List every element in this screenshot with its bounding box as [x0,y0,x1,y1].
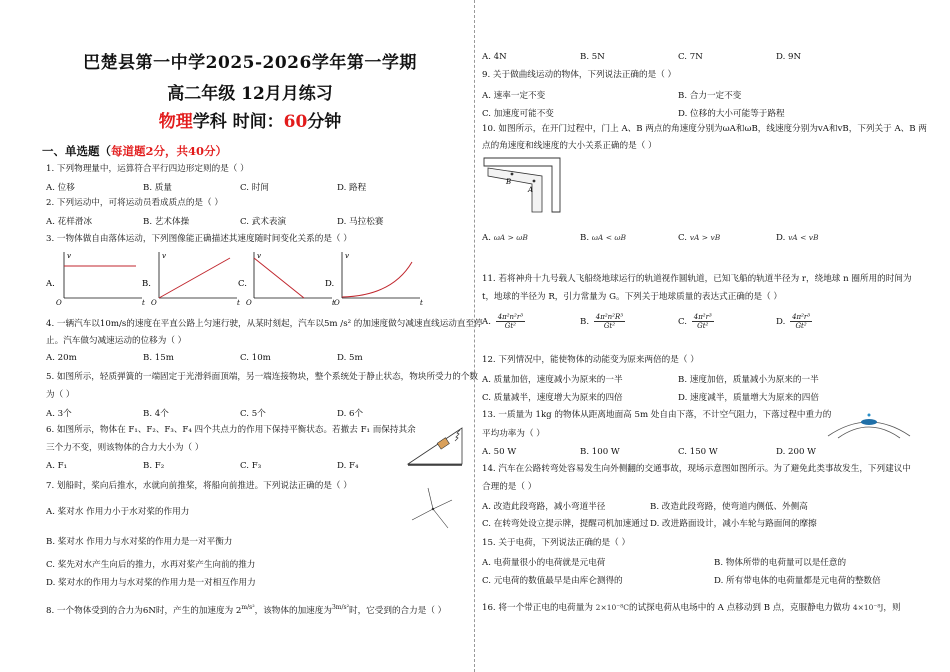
q3-b-origin: O [151,299,157,306]
q2-option-c[interactable]: C. 武术表演 [240,217,287,227]
subject-name: 物理 [158,112,193,132]
q12-stem: 12. 下列情况中，能使物体的动能变为原来两倍的是（ ） [482,355,699,365]
q10-c-formula: vA > vB [689,233,721,242]
q11-b-denominator: Gt² [603,322,616,330]
q16-charge: 2×10⁻⁸C [595,603,629,612]
q11-a-letter: A. [482,317,491,327]
q3-b-t-label: t [237,299,240,306]
q16-part2: 的试探电荷从电场中的 A 点移动到 B 点，克服静电力做功 [628,603,851,613]
q2-option-a[interactable]: A. 花样滑冰 [46,217,93,227]
q4-option-d[interactable]: D. 5m [337,353,363,363]
q11-line1: 11. 若将神舟十九号载人飞船绕地球运行的轨道视作圆轨道，已知飞船的轨道半径为 r，绕地球 n 圈所用的时间为 [482,274,912,284]
q8-option-c[interactable]: C. 7N [678,52,703,62]
q4-option-b[interactable]: B. 15m [143,353,174,363]
q5-option-d[interactable]: D. 6个 [337,409,364,419]
q3-b-v-label: v [162,252,166,260]
q3-graph-a[interactable] [45,252,145,306]
q10-b-letter: B. [580,233,590,243]
q10-option-d[interactable] [776,233,819,243]
q16-work: 4×10⁻⁸J [852,603,884,612]
incline-plane [408,428,462,464]
q9-stem: 9. 关于做曲线运动的物体，下列说法正确的是（ ） [482,70,677,80]
q11-option-b[interactable] [580,313,625,330]
car-marker [868,414,871,417]
q8-part2: ，该物体的加速度为 [254,605,332,616]
q7-stem: 7. 划船时，桨向后推水，水就向前推桨，将船向前推进。下列说法正确的是（ ） [46,481,352,491]
q3-graph-b[interactable] [142,252,240,306]
q5-line2: 为（ ） [46,390,75,400]
q8-unit2: 3m/s² [331,604,349,611]
q15-stem: 15. 关于电荷，下列说法正确的是（ ） [482,538,631,548]
q16-part3: ，则 [883,603,901,613]
q16-stem [482,602,901,614]
exam-grade-title: 高二年级 12月月练习 [167,84,333,104]
q16-part1: 16. 将一个带正电的电荷量为 [482,603,593,613]
section-heading [42,143,227,159]
section-score: 每道题2分，共40分 [111,144,216,158]
q11-a-fraction [496,313,525,330]
time-value: 60 [283,112,308,132]
q6-option-d[interactable]: D. F₄ [337,461,359,471]
force-f2 [433,500,452,509]
point-a-label: A [528,186,534,194]
q11-line2: t，地球的半径为 R，引力常量为 G。下列关于地球质量的表达式正确的是（ ） [482,292,782,302]
point-a [533,180,536,183]
q11-c-fraction [692,313,714,330]
q3-a-v-label: v [67,252,71,260]
q11-d-numerator: 4π²r³ [792,313,811,321]
q5-line1: 5. 如图所示，轻质弹簧的一端固定于光滑斜面顶端，另一端连接物块，整个系统处于静止状态，物块所受力的个数 [46,372,479,382]
q15-option-b[interactable]: B. 物体所带的电荷量可以是任意的 [714,558,847,568]
q10-option-c[interactable] [678,233,720,243]
door-panel [488,168,542,212]
q5-option-a[interactable]: A. 3个 [46,409,72,419]
q4-option-a[interactable]: A. 20m [46,353,77,363]
q13-option-c[interactable]: C. 150 W [678,447,718,457]
q11-option-a[interactable] [482,313,525,330]
q3-graph-d[interactable] [325,252,423,306]
block [437,438,449,449]
q3-graphs [42,248,432,306]
q3-c-t-label: t [332,299,335,306]
q8-option-d[interactable]: D. 9N [776,52,802,62]
q15-option-d[interactable]: D. 所有带电体的电荷量都是元电荷的整数倍 [714,576,881,586]
q10-d-formula: vA < vB [788,233,819,242]
q15-option-c[interactable]: C. 元电荷的数值最早是由库仑测得的 [482,576,623,586]
q7-option-a[interactable]: A. 桨对水 作用力小于水对桨的作用力 [46,507,190,517]
q10-a-formula: ωA > ωB [493,233,528,242]
q10-line1: 10. 如图所示，在开门过程中，门上 A、B 两点的角速度分别为ωA和ωB，线速度分别为vA和vB，下列关于 A、B 两 [482,124,927,134]
door-figure [482,156,562,216]
exam-subject-line [60,107,440,132]
q4-option-c[interactable]: C. 10m [240,353,271,363]
q4-line2: 止。汽车做匀减速运动的位移为（ ） [46,336,187,346]
time-unit: 分钟 [307,112,342,132]
section-close: ） [215,144,228,158]
q11-b-numerator: 4π²n²R³ [595,313,624,321]
q12-option-c[interactable]: C. 质量减半，速度增大为原来的四倍 [482,393,623,403]
q1-stem: 1. 下列物理量中，运算符合平行四边形定则的是（ ） [46,164,249,174]
q6-option-c[interactable]: C. F₃ [240,461,262,471]
q14-option-a[interactable]: A. 改造此段弯路，减小弯道半径 [482,502,606,512]
q15-option-a[interactable]: A. 电荷量很小的电荷就是元电荷 [482,558,606,568]
q10-line2: 点的角速度和线速度的大小关系正确的是（ ） [482,141,657,151]
q8-option-a[interactable]: A. 4N [482,52,507,62]
q5-option-b[interactable]: B. 4个 [143,409,169,419]
four-forces-figure [408,484,458,534]
q8-stem [46,602,446,617]
q9-option-b[interactable]: B. 合力一定不变 [678,91,742,101]
q11-c-denominator: Gt² [697,322,709,330]
q11-a-numerator: 4π²n²r³ [497,313,524,321]
q8-part3: 时，它受到的合力是（ ） [348,605,447,616]
q9-option-a[interactable]: A. 速率一定不变 [482,91,546,101]
q3-d-origin: O [334,299,340,306]
q12-option-b[interactable]: B. 速度加倍，质量减小为原来的一半 [678,375,819,385]
q1-option-b[interactable]: B. 质量 [143,183,172,193]
q11-b-letter: B. [580,317,590,327]
point-b [511,173,514,176]
q3-stem: 3. 一物体做自由落体运动，下列图像能正确描述其速度随时间变化关系的是（ ） [46,234,352,244]
q11-c-letter: C. [678,317,688,327]
q3-a-t-label: t [142,299,145,306]
q8-part1: 8. 一个物体受到的合力为6N时，产生的加速度为 2 [46,605,242,616]
q11-b-fraction [594,313,625,330]
force-origin [432,508,434,510]
q3-label-a: A. [46,279,55,289]
q8-unit1: m/s² [241,604,255,611]
q11-d-denominator: Gt² [795,322,807,330]
q12-option-d[interactable]: D. 速度减半，质量增大为原来的四倍 [678,393,819,403]
q7-option-c[interactable]: C. 桨先对水产生向后的推力，水再对桨产生向前的推力 [46,560,256,570]
q3-c-v-label: v [257,252,261,260]
q3-c-curve [254,258,304,298]
q11-a-denominator: Gt² [504,322,516,330]
q5-option-c[interactable]: C. 5个 [240,409,266,419]
q11-d-letter: D. [776,317,786,327]
q6-option-a[interactable]: A. F₁ [46,461,68,471]
q7-option-b[interactable]: B. 桨对水 作用力与水对桨的作用力是一对平衡力 [46,537,233,547]
curved-road-figure [826,410,912,440]
q6-option-b[interactable]: B. F₂ [143,461,165,471]
q11-c-numerator: 4π²r³ [693,313,712,321]
q8-option-b[interactable]: B. 5N [580,52,605,62]
q13-line2: 平均功率为（ ） [482,429,545,439]
q4-line1: 4. 一辆汽车以10m/s的速度在平直公路上匀速行驶，从某时刻起，汽车以5m /s² 的加速度做匀减速直线运动直至停 [46,319,483,329]
incline-spring-figure [404,418,466,468]
q1-option-d[interactable]: D. 路程 [337,183,367,193]
q3-d-curve [342,262,412,297]
q13-option-d[interactable]: D. 200 W [776,447,817,457]
q14-option-d[interactable]: D. 改进路面设计，减小车轮与路面间的摩擦 [650,519,817,529]
door-frame [484,158,560,212]
q10-option-b[interactable] [580,233,626,243]
force-f1 [428,488,433,509]
exam-school-title: 巴楚县第一中学2025-2026学年第一学期 [83,53,417,73]
q9-option-c[interactable]: C. 加速度可能不变 [482,109,554,119]
q10-c-letter: C. [678,233,688,243]
q9-option-d[interactable]: D. 位移的大小可能等于路程 [678,109,785,119]
q3-a-origin: O [56,299,62,306]
q2-option-b[interactable]: B. 艺术体操 [143,217,190,227]
section-label: 一、单选题（ [42,144,111,158]
q12-option-a[interactable]: A. 质量加倍，速度减小为原来的一半 [482,375,623,385]
q11-d-fraction [790,313,812,330]
q3-label-b: B. [142,279,151,289]
q2-stem: 2. 下列运动中，可将运动员看成质点的是（ ） [46,198,223,208]
q3-label-d: D. [325,279,335,289]
q10-option-a[interactable] [482,233,528,243]
q14-option-b[interactable]: B. 改造此段弯路，使弯道内侧低、外侧高 [650,502,808,512]
q3-d-v-label: v [345,252,349,260]
q3-d-t-label: t [420,299,423,306]
q3-label-c: C. [238,279,247,289]
q10-a-letter: A. [482,233,491,243]
q3-c-origin: O [246,299,252,306]
spring [455,430,460,441]
q10-d-letter: D. [776,233,786,243]
q6-line1: 6. 如图所示，物体在 F₁、F₂、F₃、F₄ 四个共点力的作用下保持平衡状态。若撤去 F₁ 而保持其余 [46,425,416,435]
q1-option-c[interactable]: C. 时间 [240,183,269,193]
column-divider [474,0,475,672]
q3-graph-c[interactable] [238,252,335,306]
q10-b-formula: ωA < ωB [591,233,627,242]
road-inner [838,427,900,438]
q13-line1: 13. 一质量为 1kg 的物体从距离地面高 5m 处自由下落，不计空气阻力，下落过程中重力的 [482,410,832,420]
q3-b-curve [159,258,230,298]
force-f4 [412,509,433,520]
q14-option-c[interactable]: C. 在转弯处设立提示牌，提醒司机加速通过 [482,519,649,529]
q14-line2: 合理的是（ ） [482,482,537,492]
q11-option-d[interactable] [776,313,812,330]
q11-option-c[interactable] [678,313,714,330]
q2-option-d[interactable]: D. 马拉松赛 [337,217,384,227]
q1-option-a[interactable]: A. 位移 [46,183,75,193]
point-b-label: B [506,178,512,186]
q13-option-a[interactable]: A. 50 W [482,447,517,457]
q7-option-d[interactable]: D. 桨对水的作用力与水对桨的作用力是一对相互作用力 [46,578,256,588]
force-f3 [433,509,448,528]
q13-option-b[interactable]: B. 100 W [580,447,620,457]
q6-line2: 三个力不变，则该物体的合力大小为（ ） [46,443,204,453]
q14-line1: 14. 汽车在公路转弯处容易发生向外侧翻的交通事故，现场示意图如图所示。为了避免此类事故发生，下列建议中 [482,464,911,474]
car [861,419,877,425]
subject-rest: 学科 时间： [192,112,284,132]
